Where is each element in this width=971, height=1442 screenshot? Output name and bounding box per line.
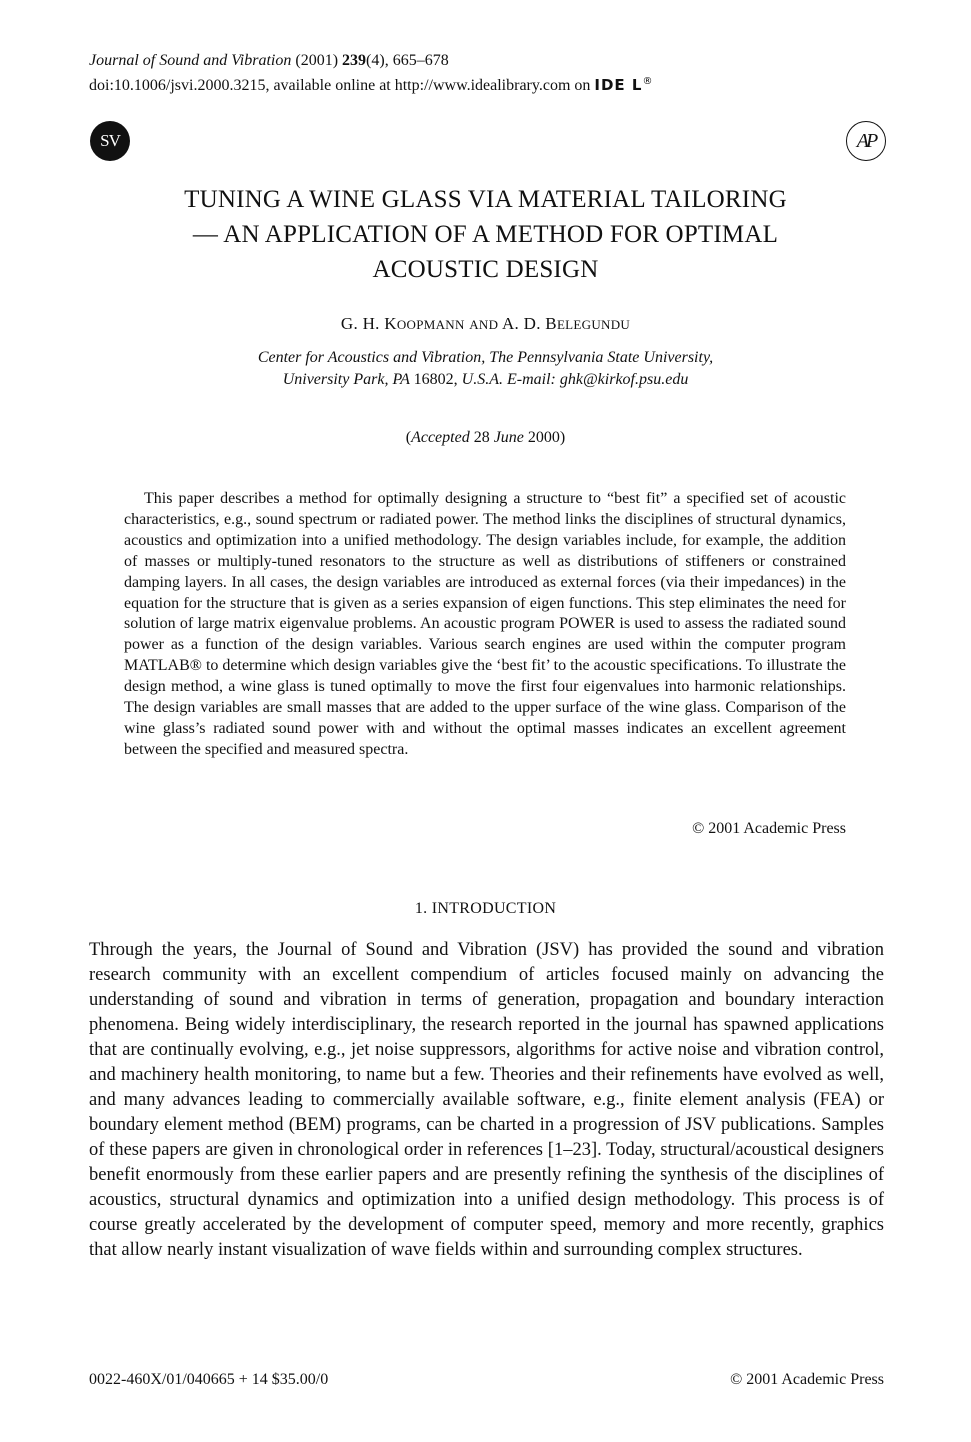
affiliation: [100, 347, 871, 391]
footer-copyright: © 2001 Academic Press: [730, 1371, 884, 1388]
journal-volume: 239: [342, 52, 367, 69]
authors-conjunction: AND: [469, 317, 499, 332]
paper-title: [100, 182, 871, 287]
journal-name: Journal of Sound and Vibration: [89, 52, 292, 69]
footer-code: 0022-460X/01/040665 + 14 $35.00/0: [89, 1371, 329, 1388]
citation-line: [89, 50, 653, 71]
abstract: This paper describes a method for optimally designing a structure to “best fit” a specified set of acoustic characteristics, e.g., sound spectrum or radiated power. The method links the disciplines of structural dynamics, acoustics and optimization into a unified methodology. The design variables include, for example, the addition of masses or multiply-tuned resonators to the structure as well as distributions of stiffeners or constrained damping layers. In all cases, the design variables are introduced as external forces (via their impedances) in the equation for the structure that is given as a series expansion of eigen functions. This step eliminates the need for solution of large matrix eigenvalue problems. An acoustic program POWER is used to assess the radiated sound power as a function of the design variables. Various search engines are used within the computer program MATLAB® to determine which design variables give the ‘best fit’ to the acoustic specifications. To illustrate the design method, a wine glass is tuned optimally to move the first four eigenvalues into harmonic relationships. The design variables are small masses that are added to the upper surface of the wine glass. Comparison of the wine glass’s radiated sound power with and without the optimal masses indicates an excellent agreement between the specified and measured spectra.: [124, 490, 846, 758]
journal-header: [89, 50, 653, 96]
author-2-surname: ELEGUNDU: [556, 317, 631, 332]
section-heading-introduction: 1. INTRODUCTION: [414, 900, 557, 917]
registered-mark: ®: [642, 76, 654, 87]
ideal-logo: [594, 76, 653, 94]
author-1-surname: OOPMANN: [396, 317, 465, 332]
title-line-2: — AN APPLICATION OF A METHOD FOR OPTIMAL: [192, 221, 779, 248]
sv-logo-text: SV: [100, 131, 120, 150]
title-line-1: TUNING A WINE GLASS VIA MATERIAL TAILORING: [184, 186, 787, 213]
affiliation-line-1: Center for Acoustics and Vibration, The Pennsylvania State University,: [257, 349, 714, 366]
journal-issue-pages: (4), 665–678: [366, 52, 449, 69]
affiliation-zip: 16802,: [413, 371, 458, 388]
affiliation-country: U.S.A. E-mail:: [461, 371, 556, 388]
accepted-year: 2000): [527, 429, 566, 446]
doi-text: doi:10.1006/jsvi.2000.3215, available online at http://www.idealibrary.com on: [89, 77, 591, 94]
accepted-month: June: [493, 429, 524, 446]
ideal-logo-text: IDE L: [594, 76, 643, 94]
accepted-day: 28: [473, 429, 490, 446]
author-email: ghk@kirkof.psu.edu: [559, 371, 689, 388]
affiliation-city: University Park, PA: [282, 371, 410, 388]
accepted-word: Accepted: [411, 429, 470, 446]
sv-logo-icon: [90, 121, 130, 161]
abstract-copyright: © 2001 Academic Press: [692, 820, 846, 837]
accepted-open: (: [405, 429, 412, 446]
author-1-initials: G. H. K: [340, 314, 397, 333]
introduction-paragraph: Through the years, the Journal of Sound and Vibration (JSV) has provided the sound and vibration research community with an excellent compendium of articles focused mainly on advancing the understanding of sound and vibration in terms of generation, propagation and boundary interaction phenomena. Being widely interdisciplinary, the research reported in the journal has spawned applications that are continually evolving, e.g., jet noise suppressors, algorithms for active noise and vibration control, and machinery health monitoring, to name but a few. Theories and their refinements have evolved as well, and many advances leading to commercially available software, e.g., finite element analysis (FEA) or boundary element method (BEM) programs, can be charted in a progression of JSV publications. Samples of these papers are given in chronological order in references [1–23]. Today, structural/acoustical designers benefit enormously from these earlier papers and are presently refining the synthesis of the disciplines of acoustics, structural dynamics and optimization into a unified design methodology. This process is of course greatly accelerated by the development of computer speed, memory and more recently, graphics that allow nearly instant visualization of wave fields within and surrounding complex structures.: [89, 940, 884, 1260]
title-line-3: ACOUSTIC DESIGN: [372, 256, 599, 283]
author-2-initials: A. D. B: [501, 314, 557, 333]
affiliation-line-2: [100, 369, 871, 391]
ap-logo-icon: [846, 121, 886, 161]
authors: [0, 314, 971, 334]
journal-year: (2001): [295, 52, 339, 69]
doi-line: [89, 71, 653, 96]
ap-logo-text: AP: [856, 129, 876, 152]
accepted-date: [0, 429, 971, 447]
